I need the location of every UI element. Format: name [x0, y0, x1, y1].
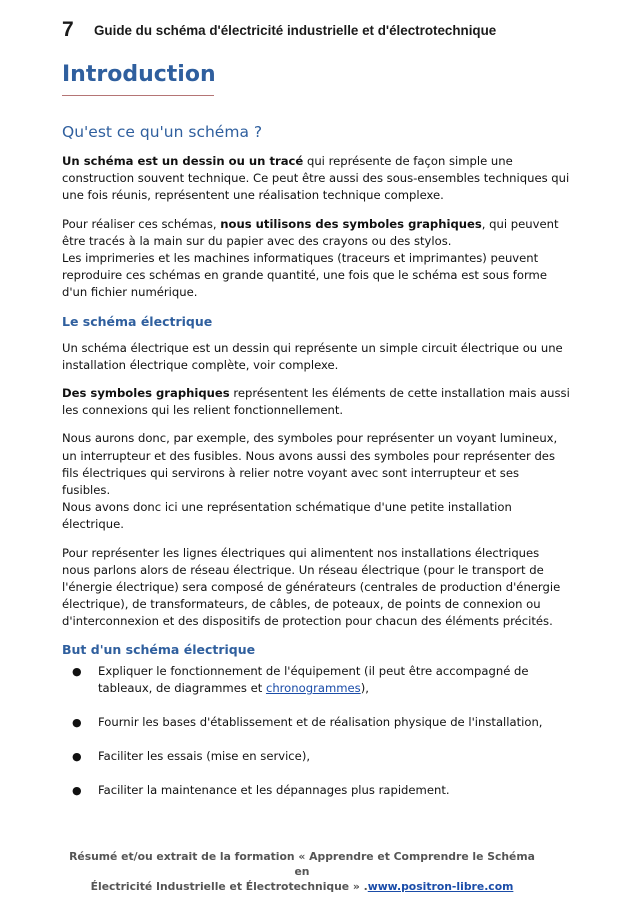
page-footer — [62, 849, 542, 894]
section-title-underline — [62, 95, 214, 96]
list-item — [72, 782, 570, 799]
bullet-icon: ● — [72, 716, 82, 730]
schema-p3-text: Nous aurons donc, par exemple, des symboles pour représenter un voyant lumineux, un interrupteur et des fusibles. Nous avons aussi des symboles pour représenter des fils électriques qui servirons à relier notre voyant avec sont interrupteur et ses fusibles. — [62, 431, 558, 498]
footer-line-2 — [62, 879, 542, 894]
subsection-title: Qu'est ce qu'un schéma ? — [62, 123, 263, 141]
chronogrammes-link[interactable]: chronogrammes — [265, 680, 361, 695]
main-content — [62, 123, 570, 817]
footer-url-link[interactable]: www.positron-libre.com — [367, 880, 514, 893]
schema-electrique-title: Le schéma électrique — [62, 313, 213, 329]
bullet-icon: ● — [72, 750, 82, 764]
page-number: 7 — [62, 18, 74, 41]
schema-p2-text: représentent les éléments de cette installation mais aussi les connexions qui les relient fonctionnellement. — [62, 386, 570, 418]
intro-paragraph-1 — [62, 153, 570, 205]
bullet-icon: ● — [72, 664, 82, 678]
intro-p2-line2: Les imprimeries et les machines informatiques (traceurs et imprimantes) peuvent reproduire ces schémas en grande quantité, une fois que le schéma est sous forme d'un fichier numérique. — [62, 251, 547, 300]
intro-paragraph-2 — [62, 216, 570, 302]
but-item4-text: Faciliter la maintenance et les dépannages plus rapidement. — [98, 783, 450, 798]
bullet-icon: ● — [72, 784, 82, 798]
but-item3-text: Faciliter les essais (mise en service), — [98, 749, 311, 764]
intro-p2-bold: nous utilisons des symboles graphiques — [220, 216, 482, 231]
but-item2-text: Fournir les bases d'établissement et de réalisation physique de l'installation, — [98, 715, 543, 730]
schema-paragraph-2 — [62, 385, 570, 419]
footer-line-2-text: Électricité Industrielle et Électrotechnique » . — [90, 880, 368, 893]
list-item — [72, 714, 570, 731]
but-item1-text: Expliquer le fonctionnement de l'équipement (il peut être accompagné de tableaux, de diagrammes et — [98, 663, 529, 695]
list-item — [72, 748, 570, 765]
schema-paragraph-1: Un schéma électrique est un dessin qui représente un simple circuit électrique ou une installation électrique complète, voir complexe. — [62, 340, 563, 372]
list-item — [72, 663, 570, 697]
page-header — [62, 18, 582, 44]
section-title: Introduction — [62, 62, 216, 87]
intro-p1-text: qui représente de façon simple une construction souvent technique. Ce peut être aussi des sous-ensembles techniques qui une fois réunis, représentent une réalisation technique complexe. — [62, 154, 570, 203]
schema-paragraph-4: Pour représenter les lignes électriques qui alimentent nos installations électriques nous parlons alors de réseau électrique. Un réseau électrique (pour le transport de l'énergie électrique) sera composé de générateurs (centrales de production d'énergie électrique), de transformateurs, de câbles, de poteaux, de points de connexion ou d'interconnexion et des dispositifs de protection pour chacun des éléments précités. — [62, 545, 561, 629]
schema-p2-bold: Des symboles graphiques — [62, 386, 230, 401]
intro-p2-start: Pour réaliser ces schémas, — [62, 216, 221, 231]
but-item1-end: ), — [360, 680, 369, 695]
header-title: Guide du schéma d'électricité industrielle et d'électrotechnique — [94, 23, 497, 38]
intro-p2-text: , qui peuvent être tracés à la main sur du papier avec des crayons ou des stylos. — [62, 216, 559, 248]
intro-p1-bold: Un schéma est un dessin ou un tracé — [62, 154, 304, 168]
schema-p3-line2: Nous avons donc ici une représentation schématique d'une petite installation électrique. — [62, 500, 512, 532]
but-title: But d'un schéma électrique — [62, 641, 256, 657]
but-list — [62, 663, 570, 800]
footer-line-1: Résumé et/ou extrait de la formation « Apprendre et Comprendre le Schéma en — [69, 850, 535, 878]
schema-paragraph-3 — [62, 430, 570, 533]
